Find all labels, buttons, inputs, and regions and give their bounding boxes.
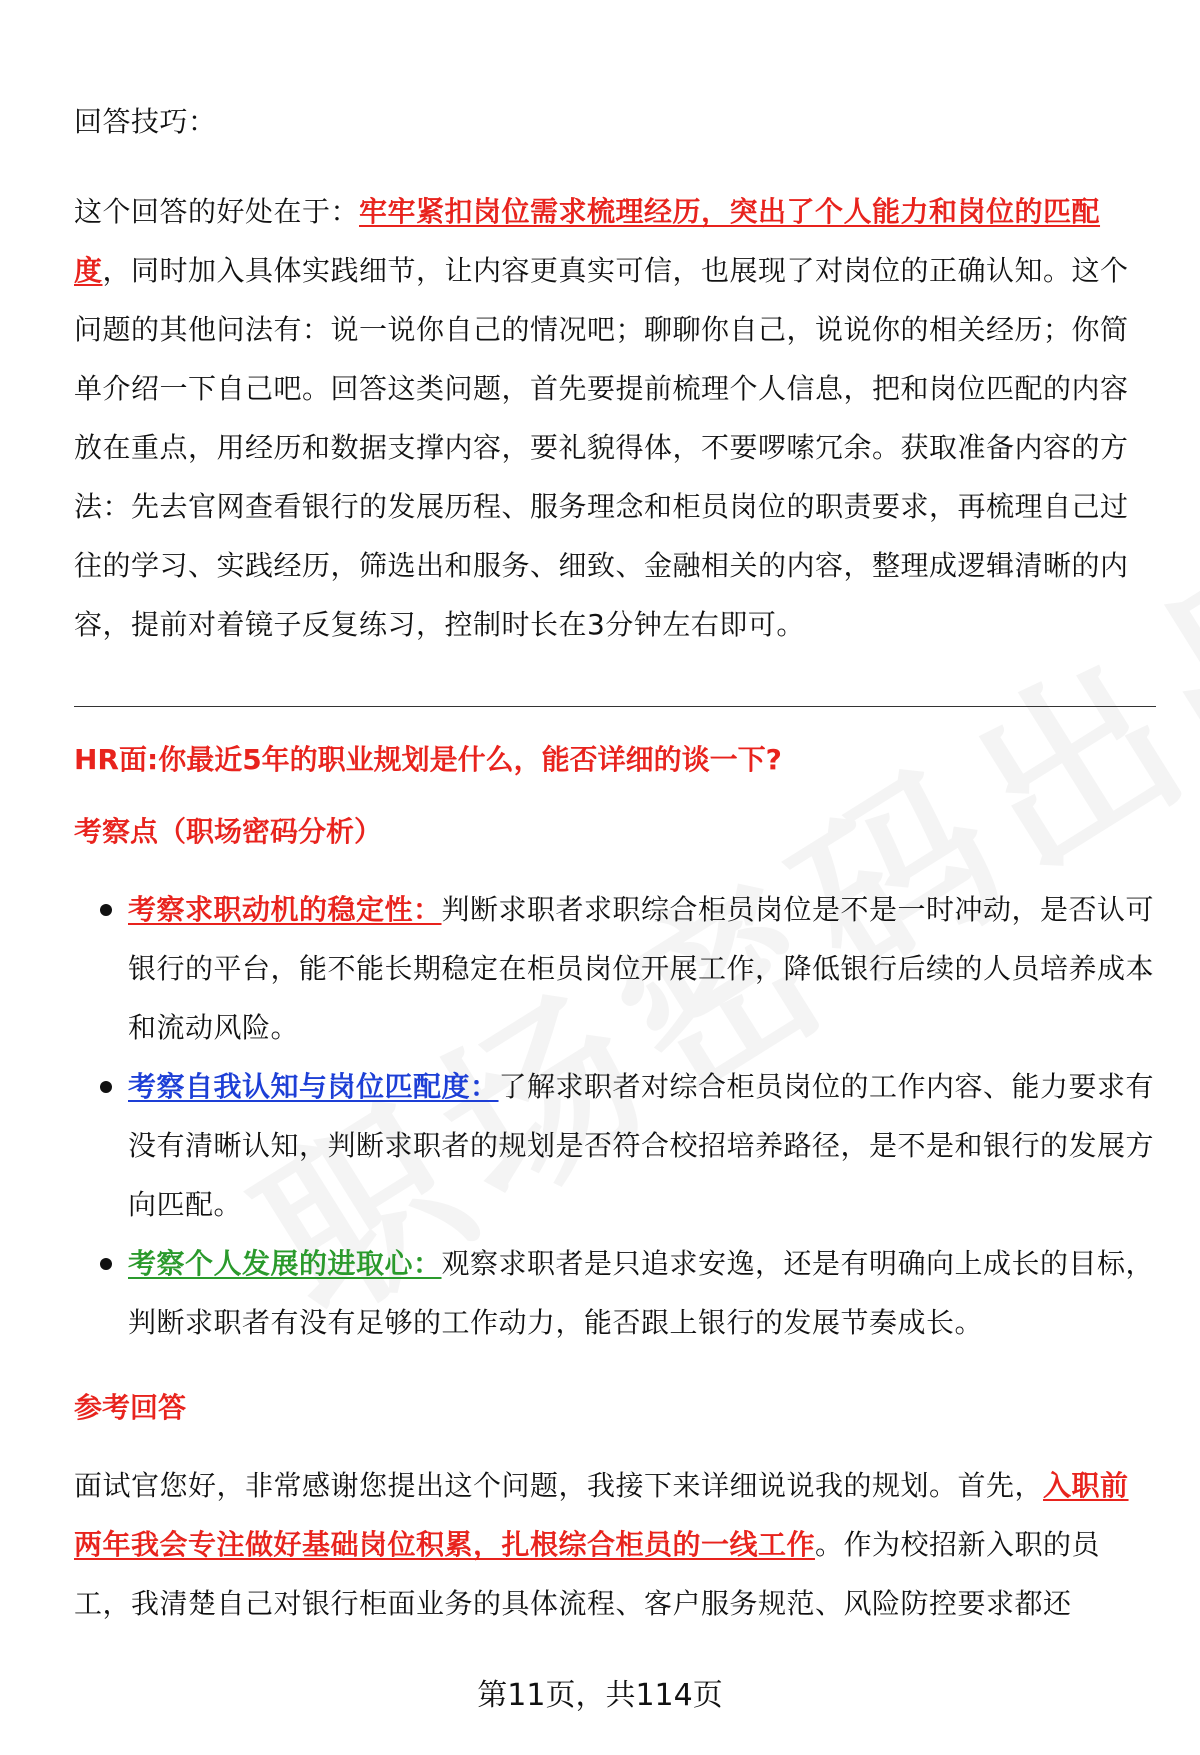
tips-intro: 这个回答的好处在于： [74,195,360,228]
list-item [74,1234,1156,1352]
bullet-label: 考察自我认知与岗位匹配度： [128,1070,499,1103]
answer-rest: 。作为校招新入职的员工，我清楚自己对银行柜面业务的具体流程、客户服务规范、风险防控要求都还 [74,1528,1101,1620]
answer-heading: 参考回答 [74,1391,187,1424]
answer-intro: 面试官您好，非常感谢您提出这个问题，我接下来详细说说我的规划。首先， [74,1469,1044,1502]
focus-list [74,880,1156,1352]
tips-highlight: 牢牢紧扣岗位需求梳理经历，突出了个人能力和岗位的匹配度 [74,195,1101,287]
bullet-text: 了解求职者对综合柜员岗位的工作内容、能力要求有没有清晰认知，判断求职者的规划是否符合校招培养路径，是不是和银行的发展方向匹配。 [128,1070,1155,1221]
answer-highlight: 入职前两年我会专注做好基础岗位积累，扎根综合柜员的一线工作 [74,1469,1129,1561]
focus-heading: 考察点（职场密码分析） [74,815,383,848]
bullet-icon [100,1081,112,1093]
tips-rest: ，同时加入具体实践细节，让内容更真实可信，也展现了对岗位的正确认知。这个问题的其他问法有：说一说你自己的情况吧；聊聊你自己，说说你的相关经历；你简单介绍一下自己吧。回答这类问题，首先要提前梳理个人信息，把和岗位匹配的内容放在重点，用经历和数据支撑内容，要礼貌得体，不要啰嗦冗余。获取准备内容的方法：先去官网查看银行的发展历程、服务理念和柜员岗位的职责要求，再梳理自己过往的学习、实践经历，筛选出和服务、细致、金融相关的内容，整理成逻辑清晰的内容，提前对着镜子反复练习，控制时长在3分钟左右即可。 [74,254,1129,641]
list-item [74,880,1156,1057]
hr-question-heading: HR面:你最近5年的职业规划是什么，能否详细的谈一下? [74,743,782,776]
bullet-label: 考察个人发展的进取心： [128,1247,442,1280]
bullet-text: 判断求职者求职综合柜员岗位是不是一时冲动，是否认可银行的平台，能不能长期稳定在柜员岗位开展工作，降低银行后续的人员培养成本和流动风险。 [128,893,1155,1044]
section-divider [74,706,1156,707]
page-number: 第11页，共114页 [477,1678,723,1713]
tips-label: 回答技巧： [74,105,217,138]
answer-paragraph [74,1456,1156,1633]
list-item [74,1057,1156,1234]
bullet-text: 观察求职者是只追求安逸，还是有明确向上成长的目标，判断求职者有没有足够的工作动力，能否跟上银行的发展节奏成长。 [128,1247,1155,1339]
tips-paragraph [74,182,1156,654]
bullet-icon [100,904,112,916]
bullet-icon [100,1258,112,1270]
bullet-label: 考察求职动机的稳定性： [128,893,442,926]
